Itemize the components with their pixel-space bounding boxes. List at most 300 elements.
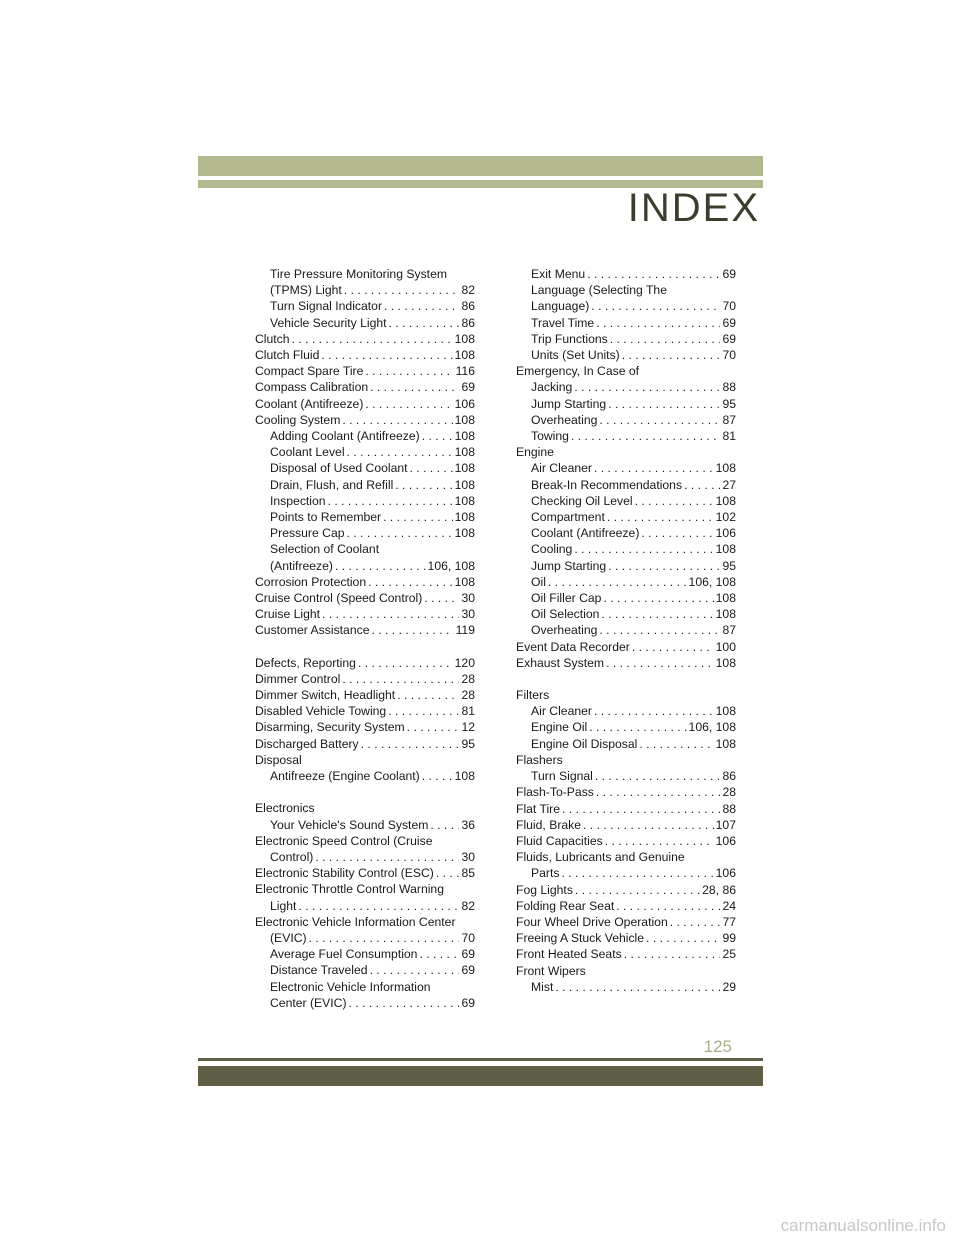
index-entry-term: Defects, Reporting <box>255 655 356 670</box>
index-entry <box>516 428 736 444</box>
index-entry-term: Average Fuel Consumption <box>270 947 418 962</box>
index-entry-term: Front Heated Seats <box>516 947 622 962</box>
index-entry <box>255 428 475 444</box>
index-entry-page: 108 <box>715 461 736 476</box>
dot-leader <box>434 865 460 881</box>
index-entry-page: 69 <box>722 315 736 330</box>
index-entry-term: Antifreeze (Engine Coolant) <box>270 769 420 784</box>
index-entry <box>516 379 736 395</box>
index-entry-term: Turn Signal <box>531 769 593 784</box>
index-entry-term: Cruise Light <box>255 607 321 622</box>
index-entry-term: Coolant Level <box>270 445 345 460</box>
index-entry-page: 108 <box>715 655 736 670</box>
index-entry-term: Control) <box>270 849 314 864</box>
index-entry <box>255 962 475 978</box>
index-entry-page: 86 <box>461 315 475 330</box>
index-entry-page: 106 <box>715 526 736 541</box>
index-entry <box>255 460 475 476</box>
dot-leader <box>633 493 714 509</box>
index-entry <box>255 995 475 1011</box>
index-entry-term: Discharged Battery <box>255 736 359 751</box>
dot-leader <box>606 396 720 412</box>
dot-leader <box>644 930 720 946</box>
index-entry-term: Compartment <box>531 510 605 525</box>
index-entry-term: Disabled Vehicle Towing <box>255 704 387 719</box>
index-entry <box>516 898 736 914</box>
index-entry <box>516 477 736 493</box>
index-entry-term: Pressure Cap <box>270 526 345 541</box>
index-entry-term: Vehicle Security Light <box>270 315 387 330</box>
dot-leader <box>307 930 460 946</box>
dot-leader <box>359 736 460 752</box>
dot-leader <box>630 639 714 655</box>
index-entry <box>255 509 475 525</box>
index-entry <box>516 412 736 428</box>
dot-leader <box>668 914 721 930</box>
index-entry <box>516 914 736 930</box>
index-entry-page: 95 <box>461 736 475 751</box>
index-entry-term: Mist <box>531 979 554 994</box>
index-entry-term: Corrosion Protection <box>255 574 367 589</box>
index-entry: Flashers <box>516 752 563 767</box>
dot-leader <box>320 606 459 622</box>
dot-leader <box>608 331 721 347</box>
index-entry <box>516 979 736 995</box>
index-entry-page: 25 <box>722 947 736 962</box>
index-entry-term: Disarming, Security System <box>255 720 405 735</box>
index-entry-term: Adding Coolant (Antifreeze) <box>270 429 420 444</box>
index-entry-page: 95 <box>722 558 736 573</box>
dot-leader <box>408 460 453 476</box>
index-entry <box>255 768 475 784</box>
index-entry-term: Break-In Recommendations <box>531 477 683 492</box>
index-entry-term: Dimmer Control <box>255 671 341 686</box>
index-entry-page: 70 <box>722 299 736 314</box>
index-entry-page: 108 <box>715 736 736 751</box>
dot-leader <box>347 995 460 1011</box>
index-entry: Fluids, Lubricants and Genuine <box>516 850 685 865</box>
index-entry-page: 108 <box>454 769 475 784</box>
index-entry <box>255 315 475 331</box>
index-entry-term: Compass Calibration <box>255 380 369 395</box>
index-entry-page: 28 <box>722 785 736 800</box>
index-entry-page: 77 <box>722 914 736 929</box>
index-entry-page: 86 <box>461 299 475 314</box>
index-entry-page: 85 <box>461 866 475 881</box>
index-entry-term: Folding Rear Seat <box>516 898 615 913</box>
index-entry-term: Oil <box>531 574 546 589</box>
dot-leader <box>553 979 720 995</box>
dot-leader <box>614 898 720 914</box>
index-entry <box>516 574 736 590</box>
index-entry <box>255 574 475 590</box>
index-entry-page: 70 <box>722 348 736 363</box>
index-entry-page: 82 <box>461 898 475 913</box>
index-entry-term: Cooling System <box>255 412 341 427</box>
dot-leader <box>405 719 460 735</box>
index-entry-page: 108 <box>454 574 475 589</box>
dot-leader <box>342 282 460 298</box>
index-entry <box>255 736 475 752</box>
dot-leader <box>682 477 720 493</box>
index-entry-page: 12 <box>461 720 475 735</box>
index-entry-term: Cooling <box>531 542 573 557</box>
dot-leader <box>326 493 453 509</box>
dot-leader <box>592 703 714 719</box>
index-entry-page: 108 <box>715 591 736 606</box>
index-entry: Filters <box>516 688 550 703</box>
index-entry-term: Coolant (Antifreeze) <box>531 526 640 541</box>
index-entry <box>255 703 475 719</box>
index-entry-page: 82 <box>461 283 475 298</box>
index-entry <box>516 396 736 412</box>
index-entry <box>516 703 736 719</box>
index-entry-term: Checking Oil Level <box>531 493 633 508</box>
index-entry: Front Wipers <box>516 963 586 978</box>
index-entry <box>255 363 475 379</box>
index-entry <box>516 525 736 541</box>
dot-leader <box>560 801 720 817</box>
index-entry-page: 108 <box>454 493 475 508</box>
index-entry <box>255 525 475 541</box>
index-entry-page: 106, 108 <box>427 558 475 573</box>
index-entry-term: Air Cleaner <box>531 461 592 476</box>
dot-leader <box>366 574 453 590</box>
index-entry-term: Dimmer Switch, Headlight <box>255 688 396 703</box>
dot-leader <box>597 412 720 428</box>
dot-leader <box>620 347 721 363</box>
index-entry <box>255 865 475 881</box>
index-entry-term: Electronic Stability Control (ESC) <box>255 866 434 881</box>
index-entry-page: 87 <box>722 623 736 638</box>
index-entry <box>516 347 736 363</box>
footer-band <box>198 1066 763 1086</box>
index-entry <box>255 687 475 703</box>
index-entry-term: Language) <box>531 299 590 314</box>
index-entry-page: 106, 108 <box>688 574 736 589</box>
index-entry-term: Air Cleaner <box>531 704 592 719</box>
index-entry-term: Oil Filler Cap <box>531 591 602 606</box>
dot-leader <box>368 379 459 395</box>
index-entry-page: 106 <box>715 866 736 881</box>
dot-leader <box>572 379 720 395</box>
index-entry <box>255 849 475 865</box>
dot-leader <box>333 558 426 574</box>
index-entry-page: 69 <box>461 963 475 978</box>
index-entry-term: Engine Oil <box>531 720 588 735</box>
index-entry <box>516 298 736 314</box>
index-entry-term: Travel Time <box>531 315 595 330</box>
index-entry-page: 108 <box>454 445 475 460</box>
dot-leader <box>585 266 720 282</box>
dot-leader <box>605 509 714 525</box>
index-entry-page: 106, 108 <box>688 720 736 735</box>
index-entry-page: 108 <box>454 348 475 363</box>
index-entry <box>255 444 475 460</box>
index-entry-term: Fluid Capacities <box>516 833 603 848</box>
index-entry-term: Jump Starting <box>531 558 607 573</box>
index-entry-page: 99 <box>722 931 736 946</box>
index-entry <box>516 558 736 574</box>
dot-leader <box>589 298 720 314</box>
index-entry <box>255 655 475 671</box>
dot-leader <box>340 671 459 687</box>
dot-leader <box>369 622 453 638</box>
index-entry-page: 81 <box>722 429 736 444</box>
dot-leader <box>382 298 459 314</box>
index-entry-page: 88 <box>722 380 736 395</box>
index-entry <box>516 719 736 735</box>
index-entry <box>255 347 475 363</box>
index-entry-term: Parts <box>531 866 560 881</box>
index-entry-page: 69 <box>461 380 475 395</box>
index-entry-page: 86 <box>722 769 736 784</box>
dot-leader <box>622 946 721 962</box>
index-entry: Electronic Throttle Control Warning <box>255 882 444 897</box>
index-entry-page: 30 <box>461 591 475 606</box>
index-entry <box>516 882 736 898</box>
dot-leader <box>559 865 713 881</box>
dot-leader <box>637 736 713 752</box>
index-entry-page: 69 <box>461 995 475 1010</box>
index-column-right <box>516 266 736 995</box>
index-entry <box>516 266 736 282</box>
index-entry <box>516 784 736 800</box>
dot-leader <box>573 882 700 898</box>
index-entry <box>516 817 736 833</box>
index-entry-term: Event Data Recorder <box>516 639 630 654</box>
index-entry-page: 29 <box>722 979 736 994</box>
index-entry <box>516 655 736 671</box>
index-entry <box>516 541 736 557</box>
index-entry <box>255 396 475 412</box>
index-entry-term: Coolant (Antifreeze) <box>255 396 364 411</box>
index-entry-term: Four Wheel Drive Operation <box>516 914 668 929</box>
index-entry-term: Freeing A Stuck Vehicle <box>516 931 645 946</box>
dot-leader <box>422 590 459 606</box>
index-entry-term: Exhaust System <box>516 655 605 670</box>
dot-leader <box>601 590 713 606</box>
index-entry-term: Center (EVIC) <box>270 995 347 1010</box>
index-entry-page: 95 <box>722 396 736 411</box>
dot-leader <box>381 509 453 525</box>
dot-leader <box>603 833 714 849</box>
index-gap <box>255 639 475 655</box>
index-entry-page: 28 <box>461 688 475 703</box>
index-entry <box>255 331 475 347</box>
index-entry <box>516 736 736 752</box>
dot-leader <box>420 768 453 784</box>
index-entry <box>516 833 736 849</box>
index-entry-page: 70 <box>461 930 475 945</box>
dot-leader <box>587 719 686 735</box>
dot-leader <box>319 347 452 363</box>
page-title: INDEX <box>627 186 760 230</box>
page-number: 125 <box>703 1037 732 1056</box>
index-entry-term: Exit Menu <box>531 267 586 281</box>
index-entry <box>255 282 475 298</box>
dot-leader <box>606 558 720 574</box>
index-entry <box>255 558 475 574</box>
index-entry-page: 88 <box>722 801 736 816</box>
index-gap <box>516 671 736 687</box>
index-entry-page: 108 <box>715 542 736 557</box>
index-entry-term: Fog Lights <box>516 882 573 897</box>
dot-leader <box>386 703 459 719</box>
dot-leader <box>594 784 721 800</box>
index-entry <box>516 946 736 962</box>
watermark: carmanualsonline.info <box>780 1216 946 1235</box>
index-entry <box>255 379 475 395</box>
index-entry-page: 107 <box>715 817 736 832</box>
index-entry-page: 30 <box>461 849 475 864</box>
index-entry-page: 108 <box>715 493 736 508</box>
index-entry <box>255 946 475 962</box>
index-entry-page: 28, 86 <box>702 882 736 897</box>
index-entry-term: Disposal of Used Coolant <box>270 461 408 476</box>
index-entry <box>516 768 736 784</box>
index-entry: Electronic Vehicle Information Center <box>255 914 456 929</box>
index-entry-term: (Antifreeze) <box>270 558 333 573</box>
index-entry-term: Towing <box>531 429 569 444</box>
index-entry-page: 28 <box>461 671 475 686</box>
index-entry-term: Fluid, Brake <box>516 817 582 832</box>
index-entry-page: 108 <box>454 429 475 444</box>
index-entry-term: Jacking <box>531 380 573 395</box>
index-entry-page: 24 <box>722 898 736 913</box>
index-entry-term: Cruise Control (Speed Control) <box>255 591 423 606</box>
dot-leader <box>313 849 459 865</box>
index-entry <box>516 639 736 655</box>
index-entry-page: 102 <box>715 510 736 525</box>
footer-rule <box>198 1058 763 1061</box>
dot-leader <box>345 525 453 541</box>
dot-leader <box>581 817 714 833</box>
index-entry <box>516 315 736 331</box>
index-entry <box>255 477 475 493</box>
index-entry-term: Flash-To-Pass <box>516 785 594 800</box>
index-entry <box>516 801 736 817</box>
index-entry <box>516 930 736 946</box>
index-entry-page: 108 <box>454 477 475 492</box>
index-entry-page: 116 <box>455 364 475 379</box>
index-entry-page: 69 <box>461 947 475 962</box>
index-entry <box>255 898 475 914</box>
index-entry-term: Drain, Flush, and Refill <box>270 477 394 492</box>
index-entry-term: Engine Oil Disposal <box>531 736 638 751</box>
index-column-left <box>255 266 475 1011</box>
index-entry-page: 106 <box>715 833 736 848</box>
index-entry-page: 108 <box>454 510 475 525</box>
index-entry <box>255 298 475 314</box>
dot-leader <box>599 606 713 622</box>
dot-leader <box>639 525 713 541</box>
dot-leader <box>604 655 714 671</box>
index-entry-page: 119 <box>455 623 475 638</box>
index-entry <box>255 412 475 428</box>
index-entry-term: Customer Assistance <box>255 623 370 638</box>
dot-leader <box>393 477 452 493</box>
index-entry-term: Turn Signal Indicator <box>270 299 383 314</box>
dot-leader <box>572 541 713 557</box>
index-entry: Electronics <box>255 801 315 816</box>
index-gap <box>255 784 475 800</box>
index-entry-term: Overheating <box>531 623 598 638</box>
index-entry <box>255 719 475 735</box>
index-entry: Disposal <box>255 752 302 767</box>
index-entry-page: 27 <box>722 477 736 492</box>
index-entry <box>516 865 736 881</box>
index-entry-term: Your Vehicle's Sound System <box>270 817 429 832</box>
index-entry-term: Overheating <box>531 412 598 427</box>
dot-leader <box>593 768 721 784</box>
dot-leader <box>428 817 459 833</box>
index-entry-page: 108 <box>454 526 475 541</box>
index-entry-term: (TPMS) Light <box>270 283 342 298</box>
dot-leader <box>417 946 459 962</box>
index-entry-page: 30 <box>461 607 475 622</box>
index-entry-term: Clutch Fluid <box>255 348 320 363</box>
index-entry: Language (Selecting The <box>531 283 667 298</box>
index-entry-page: 108 <box>715 607 736 622</box>
dot-leader <box>597 622 720 638</box>
index-entry-page: 36 <box>461 817 475 832</box>
index-entry-page: 100 <box>715 639 736 654</box>
index-entry <box>255 493 475 509</box>
index-entry-term: Compact Spare Tire <box>255 364 364 379</box>
index-entry-term: Flat Tire <box>516 801 561 816</box>
index-entry <box>516 606 736 622</box>
index-entry: Engine <box>516 445 554 460</box>
index-entry: Emergency, In Case of <box>516 364 640 379</box>
index-entry-page: 108 <box>454 331 475 346</box>
index-entry-page: 108 <box>454 412 475 427</box>
dot-leader <box>395 687 459 703</box>
index-entry <box>255 817 475 833</box>
index-entry-term: Trip Functions <box>531 331 608 346</box>
index-entry: Electronic Vehicle Information <box>270 979 431 994</box>
dot-leader <box>363 396 452 412</box>
index-entry-term: Light <box>270 898 297 913</box>
index-entry-term: Jump Starting <box>531 396 607 411</box>
dot-leader <box>356 655 453 671</box>
dot-leader <box>420 428 453 444</box>
index-entry-term: Inspection <box>270 493 326 508</box>
index-entry <box>516 590 736 606</box>
index-entry <box>255 590 475 606</box>
index-entry <box>516 331 736 347</box>
index-entry-term: Points to Remember <box>270 510 382 525</box>
index-entry <box>255 930 475 946</box>
index-entry-page: 120 <box>454 655 475 670</box>
index-entry-page: 69 <box>722 331 736 346</box>
index-entry-page: 108 <box>715 704 736 719</box>
index-entry-page: 81 <box>461 704 475 719</box>
index-entry-term: Clutch <box>255 331 290 346</box>
index-entry-page: 106 <box>454 396 475 411</box>
dot-leader <box>368 962 460 978</box>
dot-leader <box>345 444 453 460</box>
index-entry-term: (EVIC) <box>270 930 307 945</box>
index-entry <box>516 493 736 509</box>
dot-leader <box>363 363 453 379</box>
dot-leader <box>569 428 721 444</box>
index-entry: Electronic Speed Control (Cruise <box>255 833 433 848</box>
index-entry-term: Units (Set Units) <box>531 348 620 363</box>
index-entry-term: Oil Selection <box>531 607 600 622</box>
dot-leader <box>387 315 460 331</box>
index-entry <box>255 606 475 622</box>
